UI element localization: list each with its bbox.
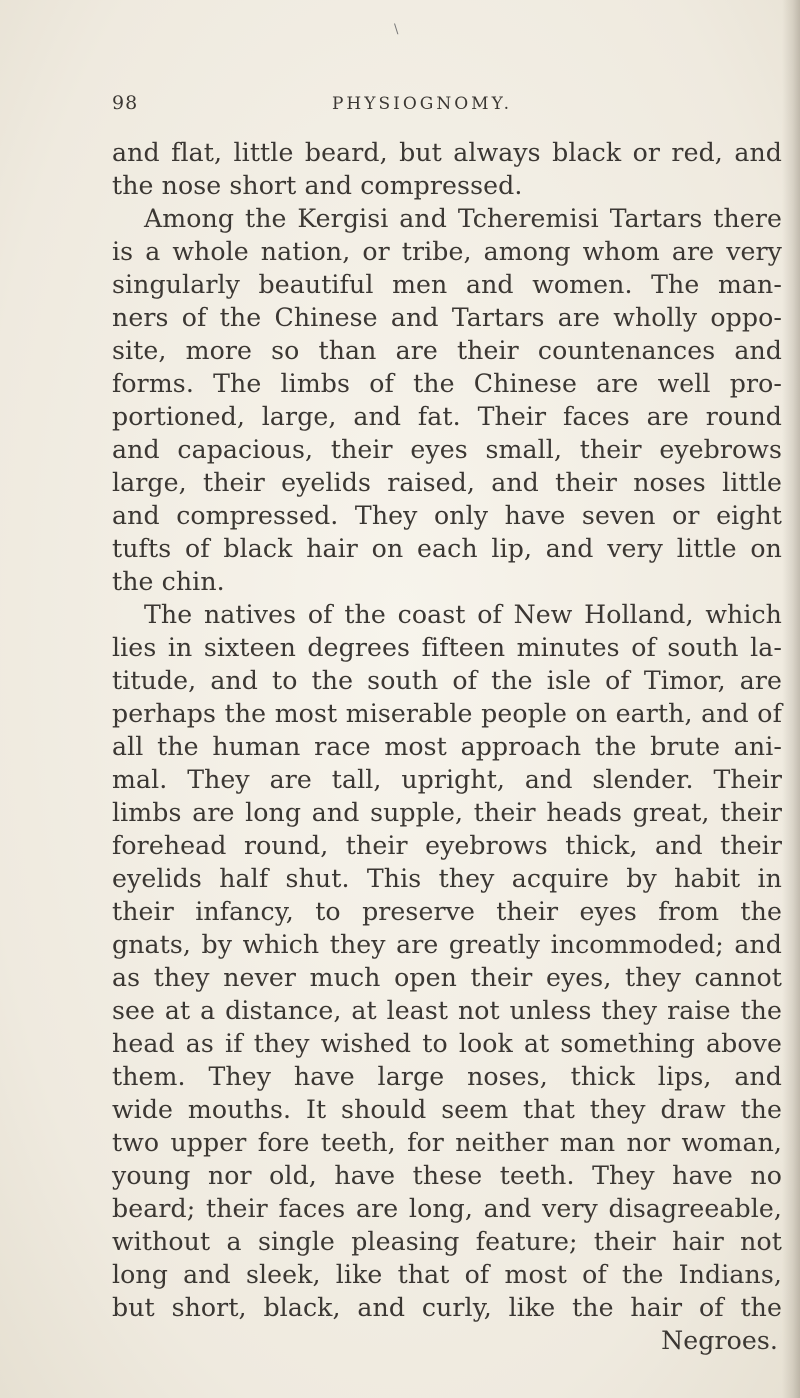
text-line: tufts of black hair on each lip, and very little on (112, 534, 782, 563)
page-number: 98 (112, 92, 139, 114)
text-line: ners of the Chinese and Tartars are wholly oppo- (112, 303, 782, 332)
text-line: wide mouths. It should seem that they draw the (112, 1095, 782, 1124)
page-header (112, 92, 732, 122)
text-line: perhaps the most miserable people on earth, and of (112, 699, 782, 728)
text-line: large, their eyelids raised, and their noses little (112, 468, 782, 497)
text-line: eyelids half shut. This they acquire by habit in (112, 864, 782, 893)
text-line: singularly beautiful men and women. The man- (112, 270, 782, 299)
text-line: their infancy, to preserve their eyes from the (112, 897, 782, 926)
text-line: see at a distance, at least not unless they raise the (112, 996, 782, 1025)
running-head: PHYSIOGNOMY. (331, 94, 513, 114)
text-line: The natives of the coast of New Holland, which (144, 600, 782, 629)
text-line: Negroes. (661, 1326, 778, 1355)
text-line: and capacious, their eyes small, their eyebrows (112, 435, 782, 464)
text-line: beard; their faces are long, and very disagreeable, (112, 1194, 782, 1223)
text-line: two upper fore teeth, for neither man nor woman, (112, 1128, 782, 1157)
text-line: lies in sixteen degrees fifteen minutes of south la- (112, 633, 782, 662)
text-line: without a single pleasing feature; their hair not (112, 1227, 782, 1256)
text-line: all the human race most approach the brute ani- (112, 732, 782, 761)
text-line: them. They have large noses, thick lips, and (112, 1062, 782, 1091)
text-line: forehead round, their eyebrows thick, and their (112, 831, 782, 860)
text-line: head as if they wished to look at something above (112, 1029, 782, 1058)
text-line: gnats, by which they are greatly incommoded; and (112, 930, 782, 959)
body-text (112, 136, 782, 1357)
page-gutter-shadow (782, 0, 800, 1398)
text-line: Among the Kergisi and Tcheremisi Tartars there (144, 204, 782, 233)
text-line: long and sleek, like that of most of the Indians, (112, 1260, 782, 1289)
text-line: young nor old, have these teeth. They have no (112, 1161, 782, 1190)
text-line: is a whole nation, or tribe, among whom are very (112, 237, 782, 266)
text-line: site, more so than are their countenances and (112, 336, 782, 365)
text-line: and compressed. They only have seven or eight (112, 501, 782, 530)
text-line: mal. They are tall, upright, and slender. Their (112, 765, 782, 794)
text-line: as they never much open their eyes, they cannot (112, 963, 782, 992)
top-margin-mark: \ (394, 22, 399, 37)
text-line: the chin. (112, 567, 225, 596)
text-line: titude, and to the south of the isle of Timor, are (112, 666, 782, 695)
text-line: forms. The limbs of the Chinese are well pro- (112, 369, 782, 398)
text-line: limbs are long and supple, their heads great, their (112, 798, 782, 827)
text-line: portioned, large, and fat. Their faces are round (112, 402, 782, 431)
text-line: but short, black, and curly, like the hair of the (112, 1293, 782, 1322)
text-line: and flat, little beard, but always black or red, and (112, 138, 782, 167)
text-line: the nose short and compressed. (112, 171, 523, 200)
